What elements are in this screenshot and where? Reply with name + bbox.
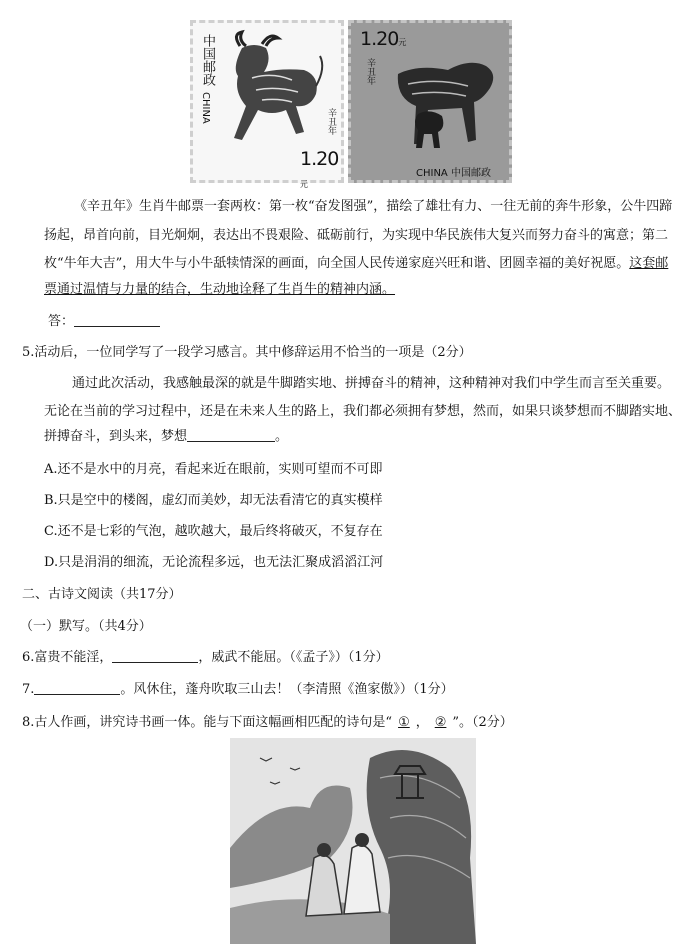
question-8: 8.古人作画，讲究诗书画一体。能与下面这幅画相匹配的诗句是“ ① ， ② ”。（2分）: [22, 715, 513, 730]
blank-marker-1[interactable]: ①: [398, 715, 410, 730]
answer-blank[interactable]: [74, 312, 160, 327]
question-paragraph: 无论在当前的学习过程中，还是在未来人生的路上，我们都必须拥有梦想，然而，如果只谈梦想而不脚踏实地、: [44, 404, 682, 419]
painting-illustration: [230, 738, 476, 944]
stamp-latin-label: CHINA: [200, 92, 211, 124]
stamp-caption: 辛丑年: [326, 108, 336, 135]
answer-blank[interactable]: [187, 427, 275, 442]
passage-line: [44, 280, 395, 300]
question-stem: 5.活动后，一位同学写了一段学习感言。其中修辞运用不恰当的一项是（2分）: [22, 345, 472, 360]
stamp-set-image: [190, 20, 512, 189]
stamp-country-label: 中国邮政: [200, 34, 215, 86]
question-paragraph: 通过此次活动，我感触最深的就是牛脚踏实地、拼搏奋斗的精神，这种精神对我们中学生而言至关重要。: [72, 376, 671, 391]
answer-line: 答：: [48, 312, 160, 332]
stamp-denomination: 1.20元: [300, 148, 339, 189]
question-paragraph: 拼搏奋斗，到头来，梦想 。: [44, 429, 289, 444]
running-ox-illustration: [212, 28, 330, 158]
answer-blank[interactable]: [112, 648, 198, 663]
stamp-good-luck: [348, 20, 512, 183]
section-heading: 二、古诗文阅读（共17分）: [22, 587, 182, 602]
option-a[interactable]: A.还不是水中的月亮，看起来近在眼前，实则可望而不可即: [44, 462, 383, 477]
stamp-striving: [190, 20, 344, 189]
passage-line: 扬起，昂首向前，目光炯炯，表达出不畏艰险、砥砺前行，为实现中华民族伟大复兴而努力奋斗的寓意；第二: [44, 228, 669, 243]
blank-marker-2[interactable]: ②: [434, 715, 447, 730]
underlined-sentence: 票通过温情与力量的结合，生动地诠释了生肖牛的精神内涵。: [44, 282, 396, 297]
passage-line: 枚“牛年大吉”，用大牛与小牛舐犊情深的画面，向全国人民传递家庭兴旺和谐、团圆幸福的美好祝愿。这套邮: [44, 256, 669, 271]
option-d[interactable]: D.只是涓涓的细流，无论流程多远，也无法汇聚成滔滔江河: [44, 555, 384, 570]
answer-blank[interactable]: [34, 680, 120, 695]
farewell-painting-image: [230, 738, 476, 944]
question-7: 7. 。风休住，蓬舟吹取三山去！（李清照《渔家傲》）（1分）: [22, 682, 454, 697]
option-c[interactable]: C.还不是七彩的气泡，越吹越大，最后终将破灭，不复存在: [44, 524, 383, 539]
option-b[interactable]: B.只是空中的楼阁，虚幻而美妙，却无法看清它的真实模样: [44, 493, 383, 508]
question-6: 6.富贵不能淫， ，威武不能屈。（《孟子》）（1分）: [22, 650, 389, 665]
passage-line: 《辛丑年》生肖牛邮票一套两枚：第一枚“奋发图强”，描绘了雄壮有力、一往无前的奔牛形象，公牛四蹄: [74, 199, 673, 214]
stamp-caption: 辛丑年: [365, 58, 375, 85]
ox-and-calf-illustration: [378, 44, 506, 156]
stamp-country-label: CHINA 中国邮政: [416, 168, 491, 179]
subsection-heading: （一）默写。（共4分）: [20, 619, 152, 634]
stamp-denomination: 1.20元: [360, 28, 406, 50]
underlined-sentence: 这套邮: [629, 256, 669, 271]
